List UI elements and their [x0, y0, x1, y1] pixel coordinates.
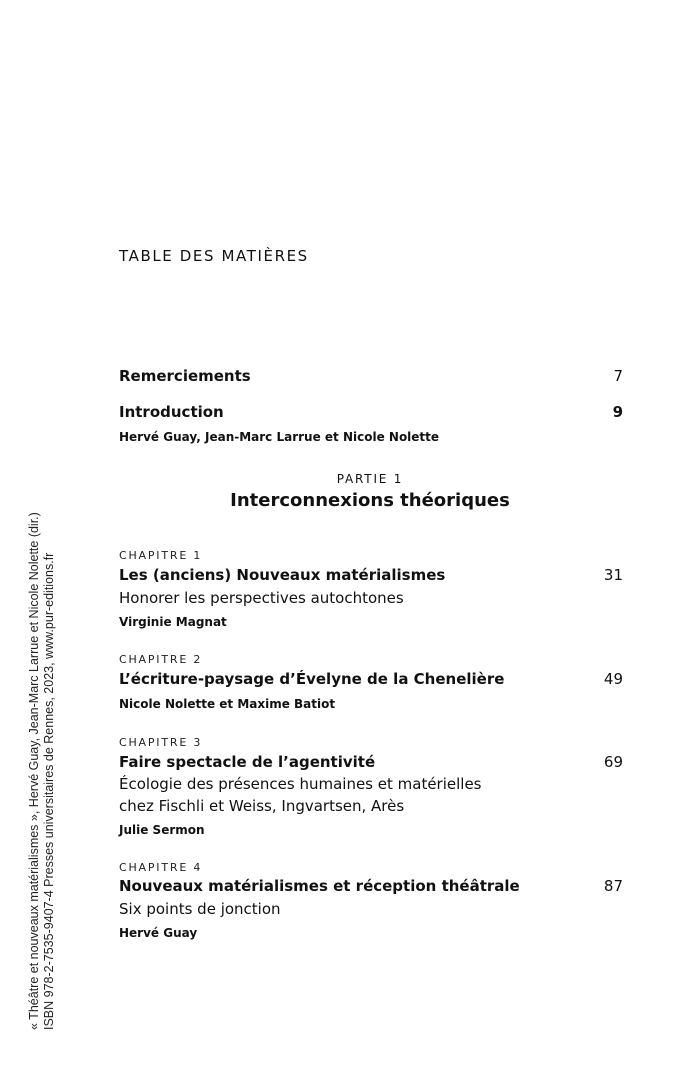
chapter-title: Nouveaux matérialismes et réception théâtrale	[119, 877, 520, 895]
page-title: TABLE DES MATIÈRES	[119, 247, 309, 265]
toc-page-number: 49	[603, 670, 623, 688]
toc-page-number: 31	[603, 566, 623, 584]
toc-entry-authors: Hervé Guay, Jean-Marc Larrue et Nicole Nolette	[119, 430, 440, 444]
chapter-subtitle: Six points de jonction	[119, 900, 281, 918]
chapter-subtitle: Honorer les perspectives autochtones	[119, 589, 404, 607]
chapter-label: CHAPITRE 2	[119, 653, 203, 666]
toc-entry-title: Introduction	[119, 403, 224, 421]
toc-page-number: 7	[613, 367, 623, 385]
toc-page-number: 9	[612, 403, 623, 421]
toc-entry-chapter-1[interactable]	[119, 566, 623, 584]
chapter-authors: Julie Sermon	[119, 823, 205, 837]
side-note-line-1: « Théâtre et nouveaux matérialismes », Hervé Guay, Jean-Marc Larrue et Nicole Nolette (dir.)	[27, 512, 41, 1030]
chapter-subtitle: Écologie des présences humaines et matérielles	[119, 775, 482, 793]
chapter-authors: Virginie Magnat	[119, 615, 227, 629]
part-title: Interconnexions théoriques	[230, 490, 510, 511]
chapter-title: Les (anciens) Nouveaux matérialismes	[119, 566, 446, 584]
chapter-label: CHAPITRE 3	[119, 736, 203, 749]
chapter-authors: Nicole Nolette et Maxime Batiot	[119, 697, 336, 711]
chapter-label: CHAPITRE 1	[119, 549, 203, 562]
side-copyright-note	[27, 512, 57, 1030]
toc-entry-chapter-3[interactable]	[119, 753, 623, 771]
toc-entry-chapter-2[interactable]	[119, 670, 623, 688]
chapter-label: CHAPITRE 4	[119, 861, 203, 874]
toc-page-number: 87	[603, 877, 623, 895]
chapter-authors: Hervé Guay	[119, 926, 198, 940]
chapter-title: L’écriture-paysage d’Évelyne de la Chenelière	[119, 670, 505, 688]
toc-page-number: 69	[603, 753, 623, 771]
toc-entry-introduction[interactable]	[119, 403, 623, 421]
toc-entry-chapter-4[interactable]	[119, 877, 623, 895]
chapter-title: Faire spectacle de l’agentivité	[119, 753, 376, 771]
chapter-subtitle: chez Fischli et Weiss, Ingvartsen, Arès	[119, 797, 405, 815]
part-label: PARTIE 1	[336, 472, 404, 486]
side-note-line-2: ISBN 978-2-7535-9407-4 Presses universitaires de Rennes, 2023, www.pur-editions.fr	[42, 552, 56, 1030]
toc-entry-title: Remerciements	[119, 367, 251, 385]
toc-entry-remerciements[interactable]	[119, 367, 623, 385]
